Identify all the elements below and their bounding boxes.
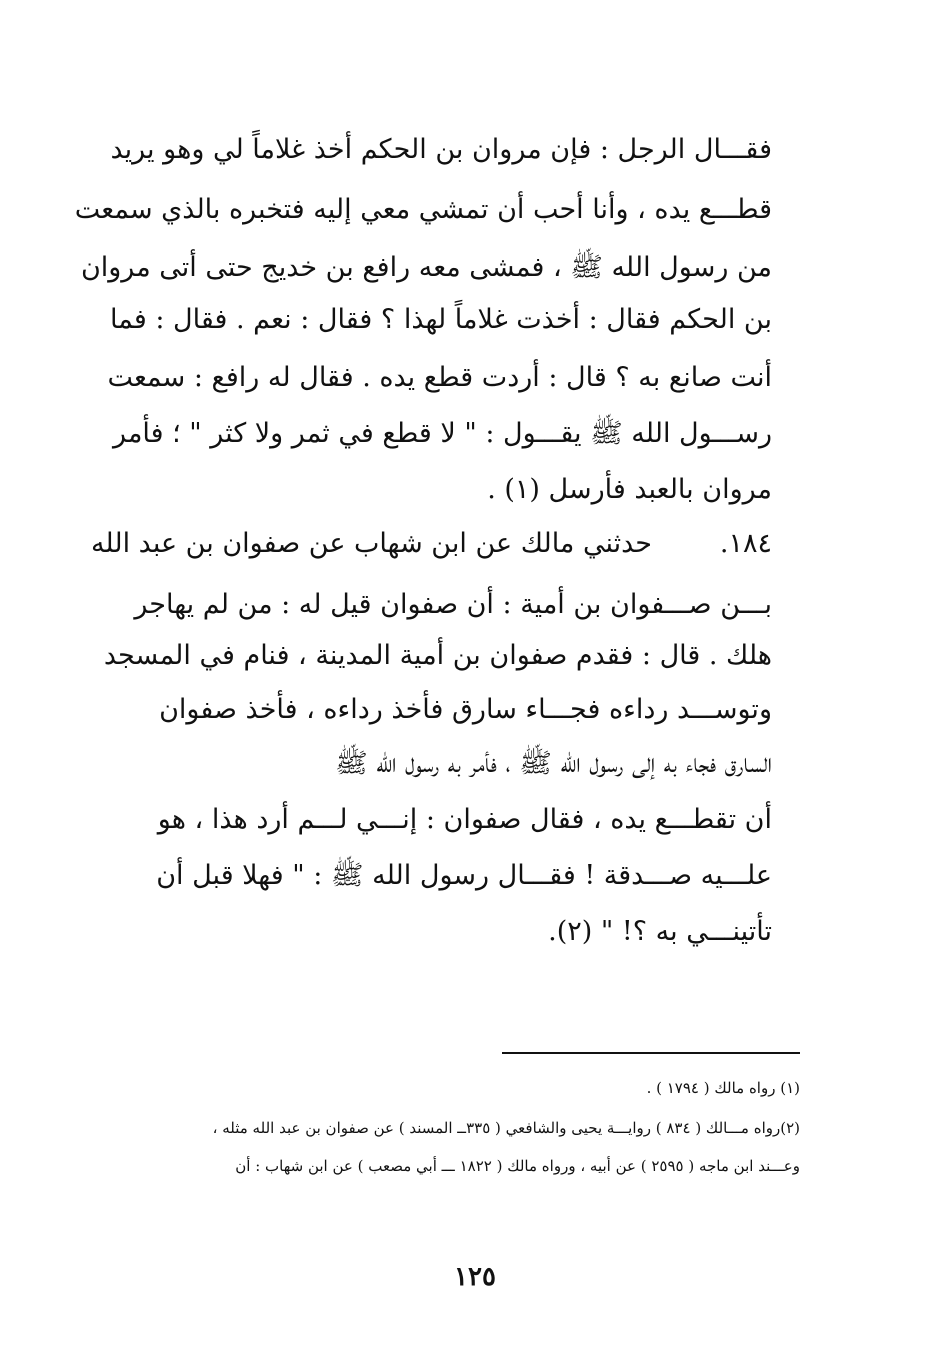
paragraph2-line: أن تقطـــع يده ، فقال صفوان : إنـــي لـــم أرد هذا ، هو xyxy=(157,804,772,835)
paragraph1-line: قطـــع يده ، وأنا أحب أن تمشي معي إليه فتخبره بالذي سمعت xyxy=(74,194,772,225)
hadith-number: ١٨٤. xyxy=(719,528,772,559)
paragraph2-line: تأتينـــي به ؟! " (٢). xyxy=(548,916,772,947)
paragraph1-line: رســـول الله ﷺ يقـــول : " لا قطع في ثمر ولا كثر " ؛ فأمر xyxy=(113,418,772,449)
paragraph2-line: بـــن صـــفوان بن أمية : أن صفوان قيل له : من لم يهاجر xyxy=(134,589,772,620)
paragraph1-line: فقـــال الرجل : فإن مروان بن الحكم أخذ غلاماً لي وهو يريد xyxy=(110,134,772,165)
paragraph1-line: مروان بالعبد فأرسل (١) . xyxy=(487,474,772,505)
paragraph1-line: من رسول الله ﷺ ، فمشى معه رافع بن خديج حتى أتى مروان xyxy=(80,252,772,283)
footnote-2: (٢)رواه مـــالك ( ٨٣٤ ) روايـــة يحيى والشافعي ( ٣٣٥ــ المسند ) عن صفوان بن عبد الله مثله ، xyxy=(212,1119,800,1137)
paragraph2-line: السارق فجاء به إلى رسول الله ﷺ ، فأمر به رسول الله ﷺ xyxy=(335,748,772,779)
paragraph2-line: علـــيه صـــدقة ! فقـــال رسول الله ﷺ : " فهلا قبل أن xyxy=(156,860,772,891)
paragraph2-line: وتوســـد رداءه فجـــاء سارق فأخذ رداءه ، فأخذ صفوان xyxy=(159,694,772,725)
page-number: ١٢٥ xyxy=(454,1262,496,1292)
paragraph1-line: أنت صانع به ؟ قال : أردت قطع يده . فقال له رافع : سمعت xyxy=(107,362,772,393)
paragraph1-line: بن الحكم فقال : أخذت غلاماً لهذا ؟ فقال : نعم . فقال : فما xyxy=(110,304,772,335)
footnote-1: (١) رواه مالك ( ١٧٩٤ ) . xyxy=(646,1079,800,1097)
paragraph2-line: هلك . قال : فقدم صفوان بن أمية المدينة ، فنام في المسجد xyxy=(103,640,772,671)
footnote-2-continued: وعـــند ابن ماجه ( ٢٥٩٥ ) عن أبيه ، ورواه مالك ( ١٨٢٢ ـــ أبي مصعب ) عن ابن شهاب : أن xyxy=(235,1157,800,1175)
paragraph2-lead: حدثني مالك عن ابن شهاب عن صفوان بن عبد الله xyxy=(90,528,652,559)
footnote-separator xyxy=(502,1052,800,1054)
